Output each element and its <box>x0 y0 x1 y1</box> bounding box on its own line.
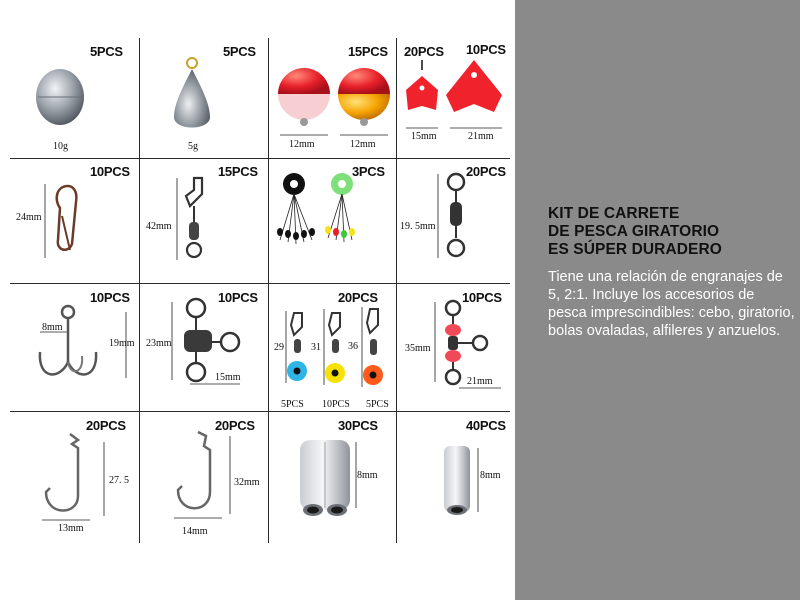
quantity-label: 10PCS <box>462 290 502 305</box>
size-label: 31 <box>311 342 321 353</box>
offset-hook-icon <box>38 430 110 525</box>
size-label: 12mm <box>350 139 376 150</box>
panel-title-line: DE PESCA GIRATORIO <box>548 223 720 240</box>
spinner-blades-icon <box>402 60 510 135</box>
quantity-label: 20PCS <box>466 164 506 179</box>
size-label: 21mm <box>468 131 494 142</box>
grid-divider <box>139 38 140 543</box>
size-label: 21mm <box>467 376 493 387</box>
size-label: 15mm <box>215 372 241 383</box>
count-label: 5PCS <box>366 399 389 410</box>
size-label: 19mm <box>109 338 135 349</box>
panel-description: Tiene una relación de engranajes de 5, 2:1. Incluye los accesorios de pesca imprescindibles: cebo, giratorio, bolas ovaladas, alfileres y anzuelos. <box>548 269 795 339</box>
quantity-label: 10PCS <box>90 164 130 179</box>
grid-divider <box>268 38 269 543</box>
quantity-label: 10PCS <box>90 290 130 305</box>
teardrop-sinker-icon <box>170 55 220 140</box>
quantity-label: 15PCS <box>218 164 258 179</box>
bobber-stoppers-icon <box>274 172 374 252</box>
count-label: 5PCS <box>281 399 304 410</box>
quantity-label: 3PCS <box>352 164 385 179</box>
count-label: 10PCS <box>322 399 350 410</box>
float-balls-icon <box>274 62 398 132</box>
quantity-label: 20PCS <box>338 290 378 305</box>
quantity-label: 30PCS <box>338 418 378 433</box>
size-label: 27. 5 <box>109 475 129 486</box>
quantity-label: 5PCS <box>90 44 123 59</box>
panel-title-line: ES SÚPER DURADERO <box>548 241 722 258</box>
barrel-swivel-icon <box>436 168 476 266</box>
size-label: 15mm <box>411 131 437 142</box>
size-label: 42mm <box>146 221 172 232</box>
worm-hook-icon <box>168 428 240 523</box>
size-label: 8mm <box>357 470 378 481</box>
quantity-label: 20PCS <box>404 44 444 59</box>
size-label: 12mm <box>289 139 315 150</box>
size-label: 8mm <box>42 322 63 333</box>
grid-divider <box>10 411 510 412</box>
grid-divider <box>10 283 510 284</box>
size-label: 24mm <box>16 212 42 223</box>
size-label: 32mm <box>234 477 260 488</box>
double-sleeve-icon <box>296 436 376 526</box>
size-label: 10g <box>53 141 68 152</box>
single-sleeve-icon <box>440 442 500 522</box>
description-panel <box>515 0 800 600</box>
panel-title <box>548 205 788 259</box>
quantity-label: 15PCS <box>348 44 388 59</box>
quantity-label: 20PCS <box>215 418 255 433</box>
size-label: 8mm <box>480 470 501 481</box>
snap-clip-icon <box>38 180 88 265</box>
oval-sinker-icon <box>30 64 86 124</box>
bead-swivels-icon <box>276 305 394 397</box>
quantity-label: 10PCS <box>466 42 506 57</box>
size-label: 5g <box>188 141 198 152</box>
snap-swivel-icon <box>172 172 212 267</box>
quantity-label: 10PCS <box>218 290 258 305</box>
size-label: 36 <box>348 341 358 352</box>
size-label: 19. 5mm <box>400 221 436 232</box>
panel-title-line: KIT DE CARRETE <box>548 205 680 222</box>
size-label: 35mm <box>405 343 431 354</box>
quantity-label: 5PCS <box>223 44 256 59</box>
size-label: 14mm <box>182 526 208 537</box>
quantity-label: 20PCS <box>86 418 126 433</box>
size-label: 29 <box>274 342 284 353</box>
quantity-label: 40PCS <box>466 418 506 433</box>
size-label: 23mm <box>146 338 172 349</box>
grid-divider <box>10 158 510 159</box>
size-label: 13mm <box>58 523 84 534</box>
